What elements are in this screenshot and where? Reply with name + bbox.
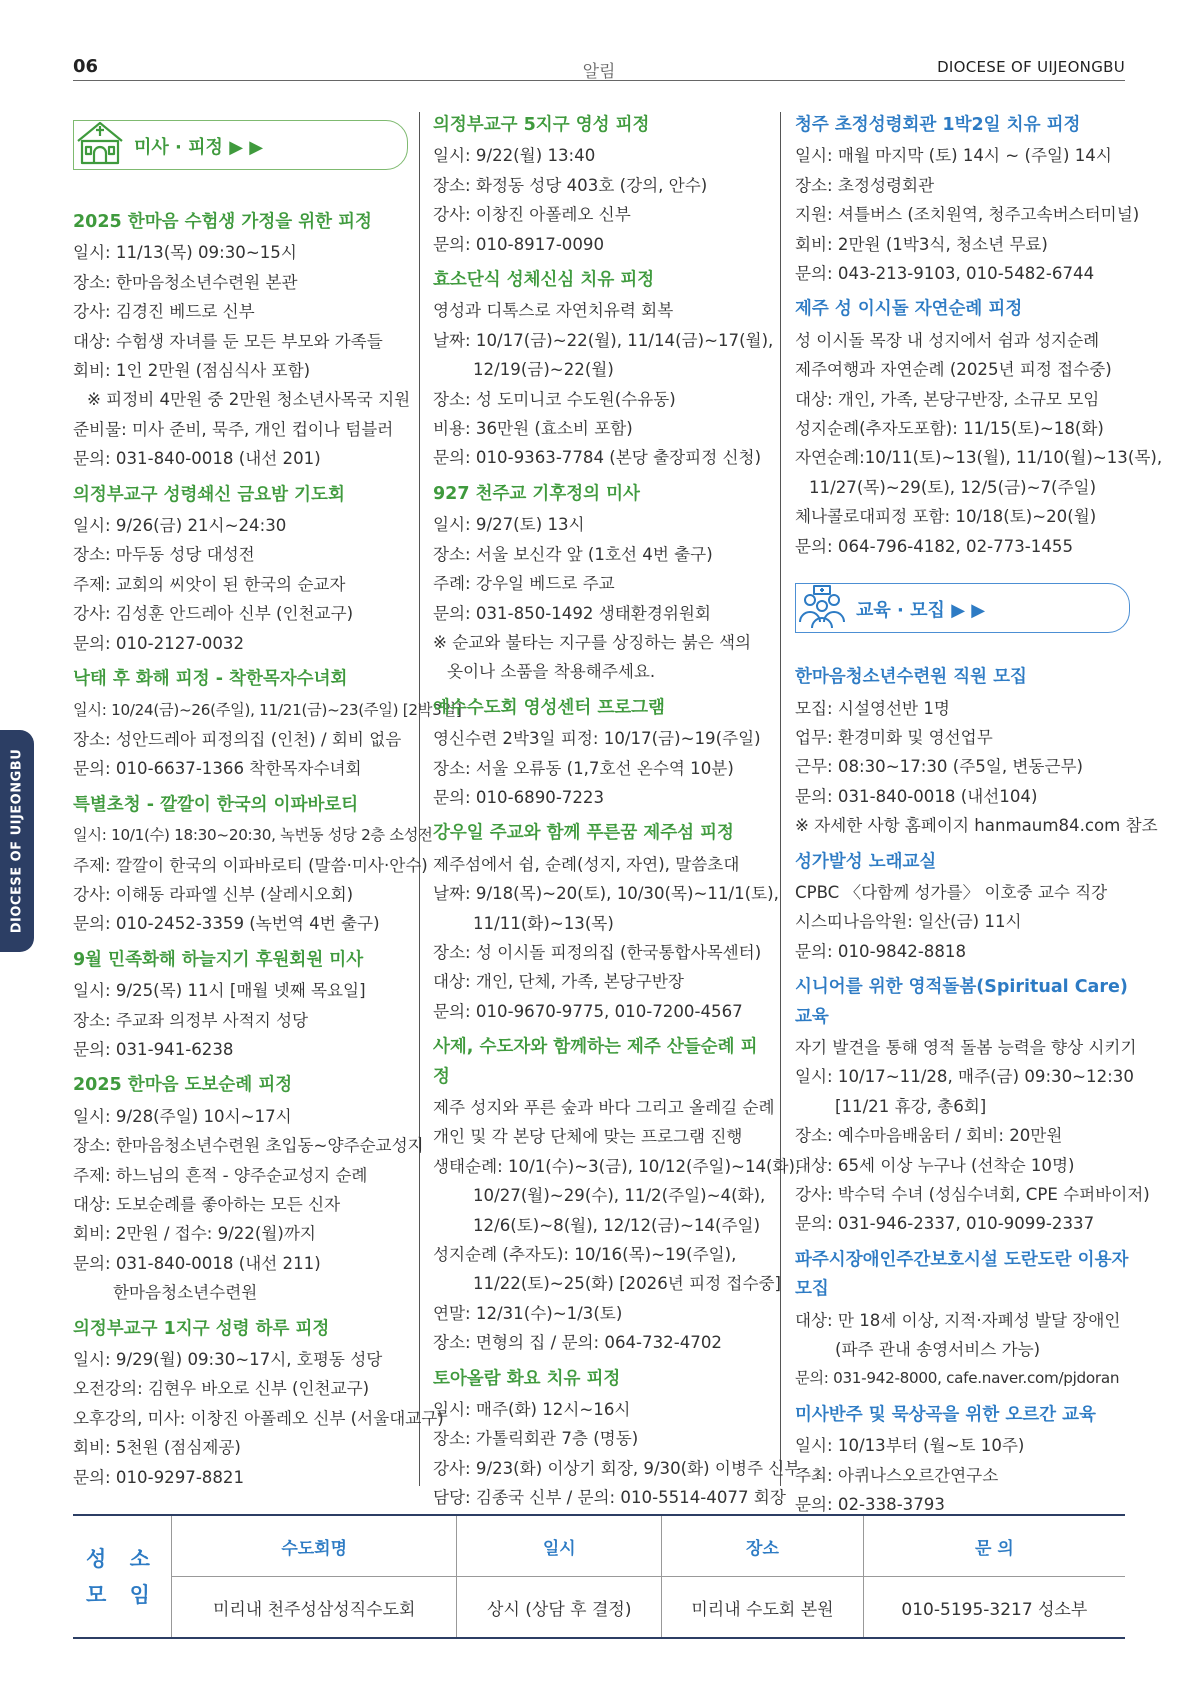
notice-title: 제주 성 이시돌 자연순례 피정 [795, 299, 1023, 320]
notice-line: 문의: 031-840-0018 (내선 201) [73, 449, 321, 469]
notice-line: 강사: 박수덕 수녀 (성심수녀회, CPE 수퍼바이저) [795, 1185, 1150, 1204]
notice-line: 영성과 디톡스로 자연치유력 회복 [433, 301, 674, 321]
side-tab [0, 730, 34, 952]
cell-order-name: 미리내 천주성삼성직수도회 [172, 1577, 457, 1639]
col3-retreat-items [795, 111, 1163, 561]
notice-line: 주례: 강우일 베드로 주교 [433, 574, 615, 594]
notice-line: 일시: 9/25(목) 11시 [매월 넷째 목요일] [73, 981, 366, 1001]
notice-line: 한마음청소년수련원 [113, 1283, 258, 1303]
notice-title: 의정부교구 성령쇄신 금요밤 기도회 [73, 484, 345, 505]
notice-line: 회비: 2만원 (1박3식, 청소년 무료) [795, 234, 1048, 254]
category-label: 미사 · 피정 ▶ ▶ [134, 137, 264, 158]
notice-line: 11/27(목)~29(토), 12/5(금)~7(주일) [809, 477, 1097, 497]
notice-line: 일시: 10/24(금)~26(주일), 11/21(금)~23(주일) [2박3일] [73, 700, 462, 719]
cell-place: 미리내 수도회 본원 [662, 1577, 864, 1639]
notice-line: 제주섬에서 쉼, 순례(성지, 자연), 말씀초대 [433, 854, 740, 874]
notice-line: 문의: 031-942-8000, cafe.naver.com/pjdoran [795, 1369, 1120, 1388]
page-number: 06 [73, 56, 99, 77]
category-label: 교육 · 모집 ▶ ▶ [856, 600, 986, 622]
notice-line: 일시: 9/22(월) 13:40 [433, 146, 596, 166]
notice-line: 장소: 한마음청소년수련원 초입동~양주순교성지 [73, 1136, 424, 1156]
notice-line: 체나콜로대피정 포함: 10/18(토)~20(월) [795, 507, 1097, 527]
notice-line: 지원: 셔틀버스 (조치원역, 청주고속버스터미널) [795, 205, 1140, 225]
notice-line: 장소: 주교좌 의정부 사적지 성당 [73, 1010, 309, 1030]
column-1 [73, 112, 462, 1492]
notice-title: 의정부교구 1지구 성령 하루 피정 [73, 1318, 330, 1339]
notice-item [73, 665, 462, 784]
notice-line: 강사: 9/23(화) 이상기 회장, 9/30(화) 이병주 신부 [433, 1458, 801, 1478]
notice-title: 낙태 후 화해 피정 - 착한목자수녀회 [73, 669, 348, 690]
notice-line: 12/19(금)~22(월) [473, 360, 614, 380]
notice-item [433, 266, 774, 473]
notice-line: 일시: 10/13부터 (월~토 10주) [795, 1436, 1025, 1456]
notice-line: 문의: 010-6637-1366 착한목자수녀회 [73, 759, 362, 779]
notice-line: 장소: 서울 보신각 앞 (1호선 4번 출구) [433, 544, 713, 564]
column-3 [795, 112, 1163, 1519]
notice-line: 업무: 환경미화 및 영선업무 [795, 727, 993, 747]
notice-line: 준비물: 미사 준비, 묵주, 개인 컵이나 텀블러 [73, 419, 394, 439]
notice-line: CPBC 〈다함께 성가를〉 이호중 교수 직강 [795, 882, 1108, 902]
notice-line: ※ 순교와 불타는 지구를 상징하는 붉은 색의 [433, 632, 752, 652]
notice-line: 주제: 하느님의 흔적 - 양주순교성지 순례 [73, 1165, 368, 1185]
notice-line: 문의: 010-9363-7784 (본당 출장피정 신청) [433, 448, 762, 468]
notice-item [433, 819, 779, 1026]
notice-line: 장소: 마두동 성당 대성전 [73, 545, 255, 565]
notice-line: 장소: 화정동 성당 403호 (강의, 안수) [433, 175, 708, 195]
notice-item [433, 694, 768, 813]
notice-title: 파주시장애인주간보호시설 도란도란 이용자 모집 [795, 1249, 1129, 1300]
notice-line: 회비: 1인 2만원 (점심식사 포함) [73, 361, 311, 381]
notice-line: 일시: 매주(화) 12시~16시 [433, 1400, 631, 1420]
notice-line: 문의: 031-850-1492 생태환경위원회 [433, 603, 711, 623]
notice-line: 연말: 12/31(수)~1/3(토) [433, 1303, 623, 1323]
notice-item [73, 1315, 444, 1492]
notice-line: 시스띠나음악원: 일산(금) 11시 [795, 912, 1022, 932]
header-date: 일시 [457, 1515, 662, 1577]
notice-title: 한마음청소년수련원 직원 모집 [795, 667, 1027, 688]
notice-line: ※ 자세한 사항 홈페이지 hanmaum84.com 참조 [795, 816, 1158, 836]
notice-line: 문의: 02-338-3793 [795, 1495, 945, 1515]
notice-line: 회비: 5천원 (점심제공) [73, 1438, 241, 1458]
notice-line: 장소: 예수마음배움터 / 회비: 20만원 [795, 1126, 1063, 1146]
notice-item [433, 111, 768, 259]
notice-line: 장소: 성안드레아 피정의집 (인천) / 회비 없음 [73, 729, 402, 749]
notice-line: 문의: 031-840-0018 (내선 211) [73, 1253, 321, 1273]
notice-item [795, 848, 1130, 967]
notice-line: 장소: 가톨릭회관 7층 (명동) [433, 1429, 639, 1449]
notice-title: 효소단식 성체신심 치유 피정 [433, 270, 655, 291]
col3-education-items [795, 663, 1158, 1519]
notice-item [795, 1246, 1130, 1394]
cell-date: 상시 (상담 후 결정) [457, 1577, 662, 1639]
notice-title: 성가발성 노래교실 [795, 851, 937, 872]
notice-line: 문의: 010-9670-9775, 010-7200-4567 [433, 1001, 743, 1021]
notice-line: 날짜: 9/18(목)~20(토), 10/30(목)~11/1(토), [433, 884, 779, 904]
notice-title: 토아올람 화요 치유 피정 [433, 1368, 621, 1389]
notice-line: 제주여행과 자연순례 (2025년 피정 접수중) [795, 360, 1112, 380]
notice-line: 일시: 9/27(토) 13시 [433, 515, 585, 535]
notice-item [795, 663, 1158, 840]
notice-line: 대상: 만 18세 이상, 지적·자폐성 발달 장애인 [795, 1310, 1121, 1330]
notice-line: 대상: 65세 이상 누구나 (선착순 10명) [795, 1155, 1075, 1175]
table-label [73, 1515, 172, 1638]
notice-title: 미사반주 및 묵상곡을 위한 오르간 교육 [795, 1404, 1096, 1425]
notice-line: 일시: 11/13(목) 09:30~15시 [73, 243, 297, 263]
notice-line: 장소: 서울 오류동 (1,7호선 온수역 10분) [433, 758, 734, 778]
notice-line: [11/21 휴강, 총6회] [835, 1096, 987, 1116]
notice-line: 문의: 010-8917-0090 [433, 234, 605, 254]
notice-line: 자기 발견을 통해 영적 돌봄 능력을 향상 시키기 [795, 1037, 1137, 1057]
notice-line: 성 이시돌 목장 내 성지에서 쉼과 성지순례 [795, 330, 1100, 350]
notice-line: 12/6(토)~8(월), 12/12(금)~14(주일) [473, 1215, 761, 1235]
notice-line: 일시: 10/1(수) 18:30~20:30, 녹번동 성당 2층 소성전 [73, 826, 433, 845]
category-mass-retreat [73, 120, 408, 170]
col1-items [73, 208, 462, 1492]
notice-line: 대상: 도보순례를 좋아하는 모든 신자 [73, 1195, 341, 1214]
header-order-name: 수도회명 [172, 1515, 457, 1577]
side-tab-label: DIOCESE OF UIJEONGBU [9, 748, 25, 934]
notice-item [73, 791, 433, 939]
notice-line: 문의: 031-840-0018 (내선104) [795, 786, 1038, 806]
notice-title: 9월 민족화해 하늘지기 후원회원 미사 [73, 949, 364, 970]
notice-line: 개인 및 각 본당 단체에 맞는 프로그램 진행 [433, 1127, 743, 1147]
notice-line: 문의: 010-2127-0032 [73, 633, 245, 653]
notice-line: 장소: 면형의 집 / 문의: 064-732-4702 [433, 1333, 722, 1353]
diocese-name: DIOCESE OF UIJEONGBU [937, 58, 1125, 76]
column-divider [419, 112, 420, 1486]
notice-line: 영신수련 2박3일 피정: 10/17(금)~19(주일) [433, 729, 761, 749]
notice-line: 문의: 010-2452-3359 (녹번역 4번 출구) [73, 914, 380, 934]
notice-line: 문의: 043-213-9103, 010-5482-6744 [795, 264, 1095, 284]
notice-title: 927 천주교 기후정의 미사 [433, 483, 640, 504]
notice-line: (파주 관내 송영서비스 가능) [835, 1340, 1041, 1360]
notice-title: 2025 한마음 도보순례 피정 [73, 1075, 293, 1096]
notice-line: 근무: 08:30~17:30 (주5일, 변동근무) [795, 757, 1083, 777]
notice-line: 대상: 수험생 자녀를 둔 모든 부모와 가족들 [73, 331, 383, 351]
notice-line: 장소: 성 이시돌 피정의집 (한국통합사목센터) [433, 942, 762, 962]
notice-line: 성지순례(추자도포함): 11/15(토)~18(화) [795, 419, 1104, 439]
notice-line: 문의: 010-9297-8821 [73, 1467, 245, 1487]
notice-title: 특별초청 - 깔깔이 한국의 이파바로티 [73, 794, 359, 815]
notice-line: 모집: 시설영선반 1명 [795, 698, 950, 718]
notice-item [433, 1365, 801, 1513]
notice-line: 대상: 개인, 단체, 가족, 본당구반장 [433, 972, 684, 992]
notice-item [795, 973, 1150, 1239]
notice-item [73, 481, 408, 658]
group-people-icon [794, 578, 850, 634]
notice-line: 문의: 010-9842-8818 [795, 941, 967, 961]
vocation-meeting-table [73, 1514, 1125, 1639]
notice-line: 11/22(토)~25(화) [2026년 피정 접수중] [473, 1274, 781, 1294]
header-place: 장소 [662, 1515, 864, 1577]
section-title: 알림 [582, 62, 616, 82]
notice-line: 성지순례 (추자도): 10/16(목)~19(주일), [433, 1245, 737, 1265]
notice-line: 대상: 개인, 가족, 본당구반장, 소규모 모임 [795, 389, 1100, 409]
notice-line: ※ 피정비 4만원 중 2만원 청소년사목국 지원 [87, 390, 411, 410]
notice-line: 오후강의, 미사: 이창진 아폴레오 신부 (서울대교구) [73, 1408, 444, 1428]
notice-item [795, 1401, 1130, 1520]
notice-item [73, 208, 411, 474]
notice-title: 사제, 수도자와 함께하는 제주 산들순례 피정 [433, 1037, 758, 1087]
notice-line: 강사: 이창진 아폴레오 신부 [433, 205, 631, 225]
notice-item [73, 946, 408, 1065]
notice-item [795, 295, 1163, 561]
notice-line: 11/11(화)~13(목) [473, 913, 614, 933]
notice-line: 담당: 김종국 신부 / 문의: 010-5514-4077 회장 [433, 1488, 786, 1508]
notice-line: 10/27(월)~29(수), 11/2(주일)~4(화), [473, 1186, 766, 1206]
header-contact: 문 의 [863, 1515, 1125, 1577]
notice-item [433, 1033, 801, 1357]
notice-line: 생태순례: 10/1(수)~3(금), 10/12(주일)~14(화), [433, 1156, 801, 1176]
notice-line: 일시: 9/28(주일) 10시~17시 [73, 1106, 292, 1126]
notice-line: 장소: 한마음청소년수련원 본관 [73, 272, 298, 292]
page-header [73, 52, 1125, 81]
notice-line: 오전강의: 김현우 바오로 신부 (인천교구) [73, 1379, 370, 1399]
table-label-line2: 모 임 [86, 1582, 158, 1607]
cell-contact: 010-5195-3217 성소부 [901, 1599, 1088, 1620]
notice-line: 회비: 2만원 / 접수: 9/22(월)까지 [73, 1224, 316, 1244]
notice-line: 일시: 10/17~11/28, 매주(금) 09:30~12:30 [795, 1067, 1134, 1087]
notice-line: 주제: 깔깔이 한국의 이파바로티 (말씀·미사·안수) [73, 855, 428, 875]
notice-line: 문의: 031-941-6238 [73, 1039, 234, 1059]
notice-title: 의정부교구 5지구 영성 피정 [433, 115, 650, 135]
notice-line: 장소: 초정성령회관 [795, 175, 935, 195]
col2-items [433, 111, 801, 1513]
category-education-recruit [795, 583, 1130, 633]
notice-line: 일시: 매월 마지막 (토) 14시 ~ (주일) 14시 [795, 146, 1112, 166]
notice-title: 강우일 주교와 함께 푸른꿈 제주섬 피정 [433, 823, 734, 844]
notice-line: 문의: 010-6890-7223 [433, 787, 605, 807]
notice-line: 장소: 성 도미니코 수도원(수유동) [433, 389, 676, 409]
notice-line: 제주 성지와 푸른 숲과 바다 그리고 올레길 순례 [433, 1098, 775, 1117]
notice-line: 비용: 36만원 (효소비 포함) [433, 419, 633, 439]
notice-title: 2025 한마음 수험생 가정을 위한 피정 [73, 212, 372, 232]
notice-line: 자연순례:10/11(토)~13(월), 11/10(월)~13(목), [795, 448, 1163, 468]
notice-line: 옷이나 소품을 착용해주세요. [447, 662, 656, 682]
notice-item [795, 111, 1140, 288]
notice-line: 일시: 9/29(월) 09:30~17시, 호평동 성당 [73, 1350, 383, 1370]
church-icon [72, 115, 128, 171]
notice-line: 주최: 아퀴나스오르간연구소 [795, 1465, 999, 1485]
notice-title: 예수수도회 영성센터 프로그램 [433, 697, 665, 718]
notice-item [73, 1071, 424, 1307]
table-label-line1: 성 소 [86, 1546, 158, 1571]
notice-item [433, 480, 768, 687]
column-2 [433, 112, 801, 1513]
notice-line: 문의: 064-796-4182, 02-773-1455 [795, 536, 1074, 556]
notice-line: 일시: 9/26(금) 21시~24:30 [73, 516, 287, 536]
notice-line: 강사: 김경진 베드로 신부 [73, 302, 255, 322]
notice-line: 문의: 031-946-2337, 010-9099-2337 [795, 1214, 1095, 1234]
notice-title: 청주 초정성령회관 1박2일 치유 피정 [795, 115, 1081, 135]
notice-line: 날짜: 10/17(금)~22(월), 11/14(금)~17(월), [433, 330, 774, 350]
notice-line: 강사: 김성훈 안드레아 신부 (인천교구) [73, 604, 354, 624]
notice-title: 시니어를 위한 영적돌봄(Spiritual Care) 교육 [795, 977, 1128, 1027]
notice-line: 주제: 교회의 씨앗이 된 한국의 순교자 [73, 574, 346, 594]
notice-line: 강사: 이해동 라파엘 신부 (살레시오회) [73, 884, 354, 904]
